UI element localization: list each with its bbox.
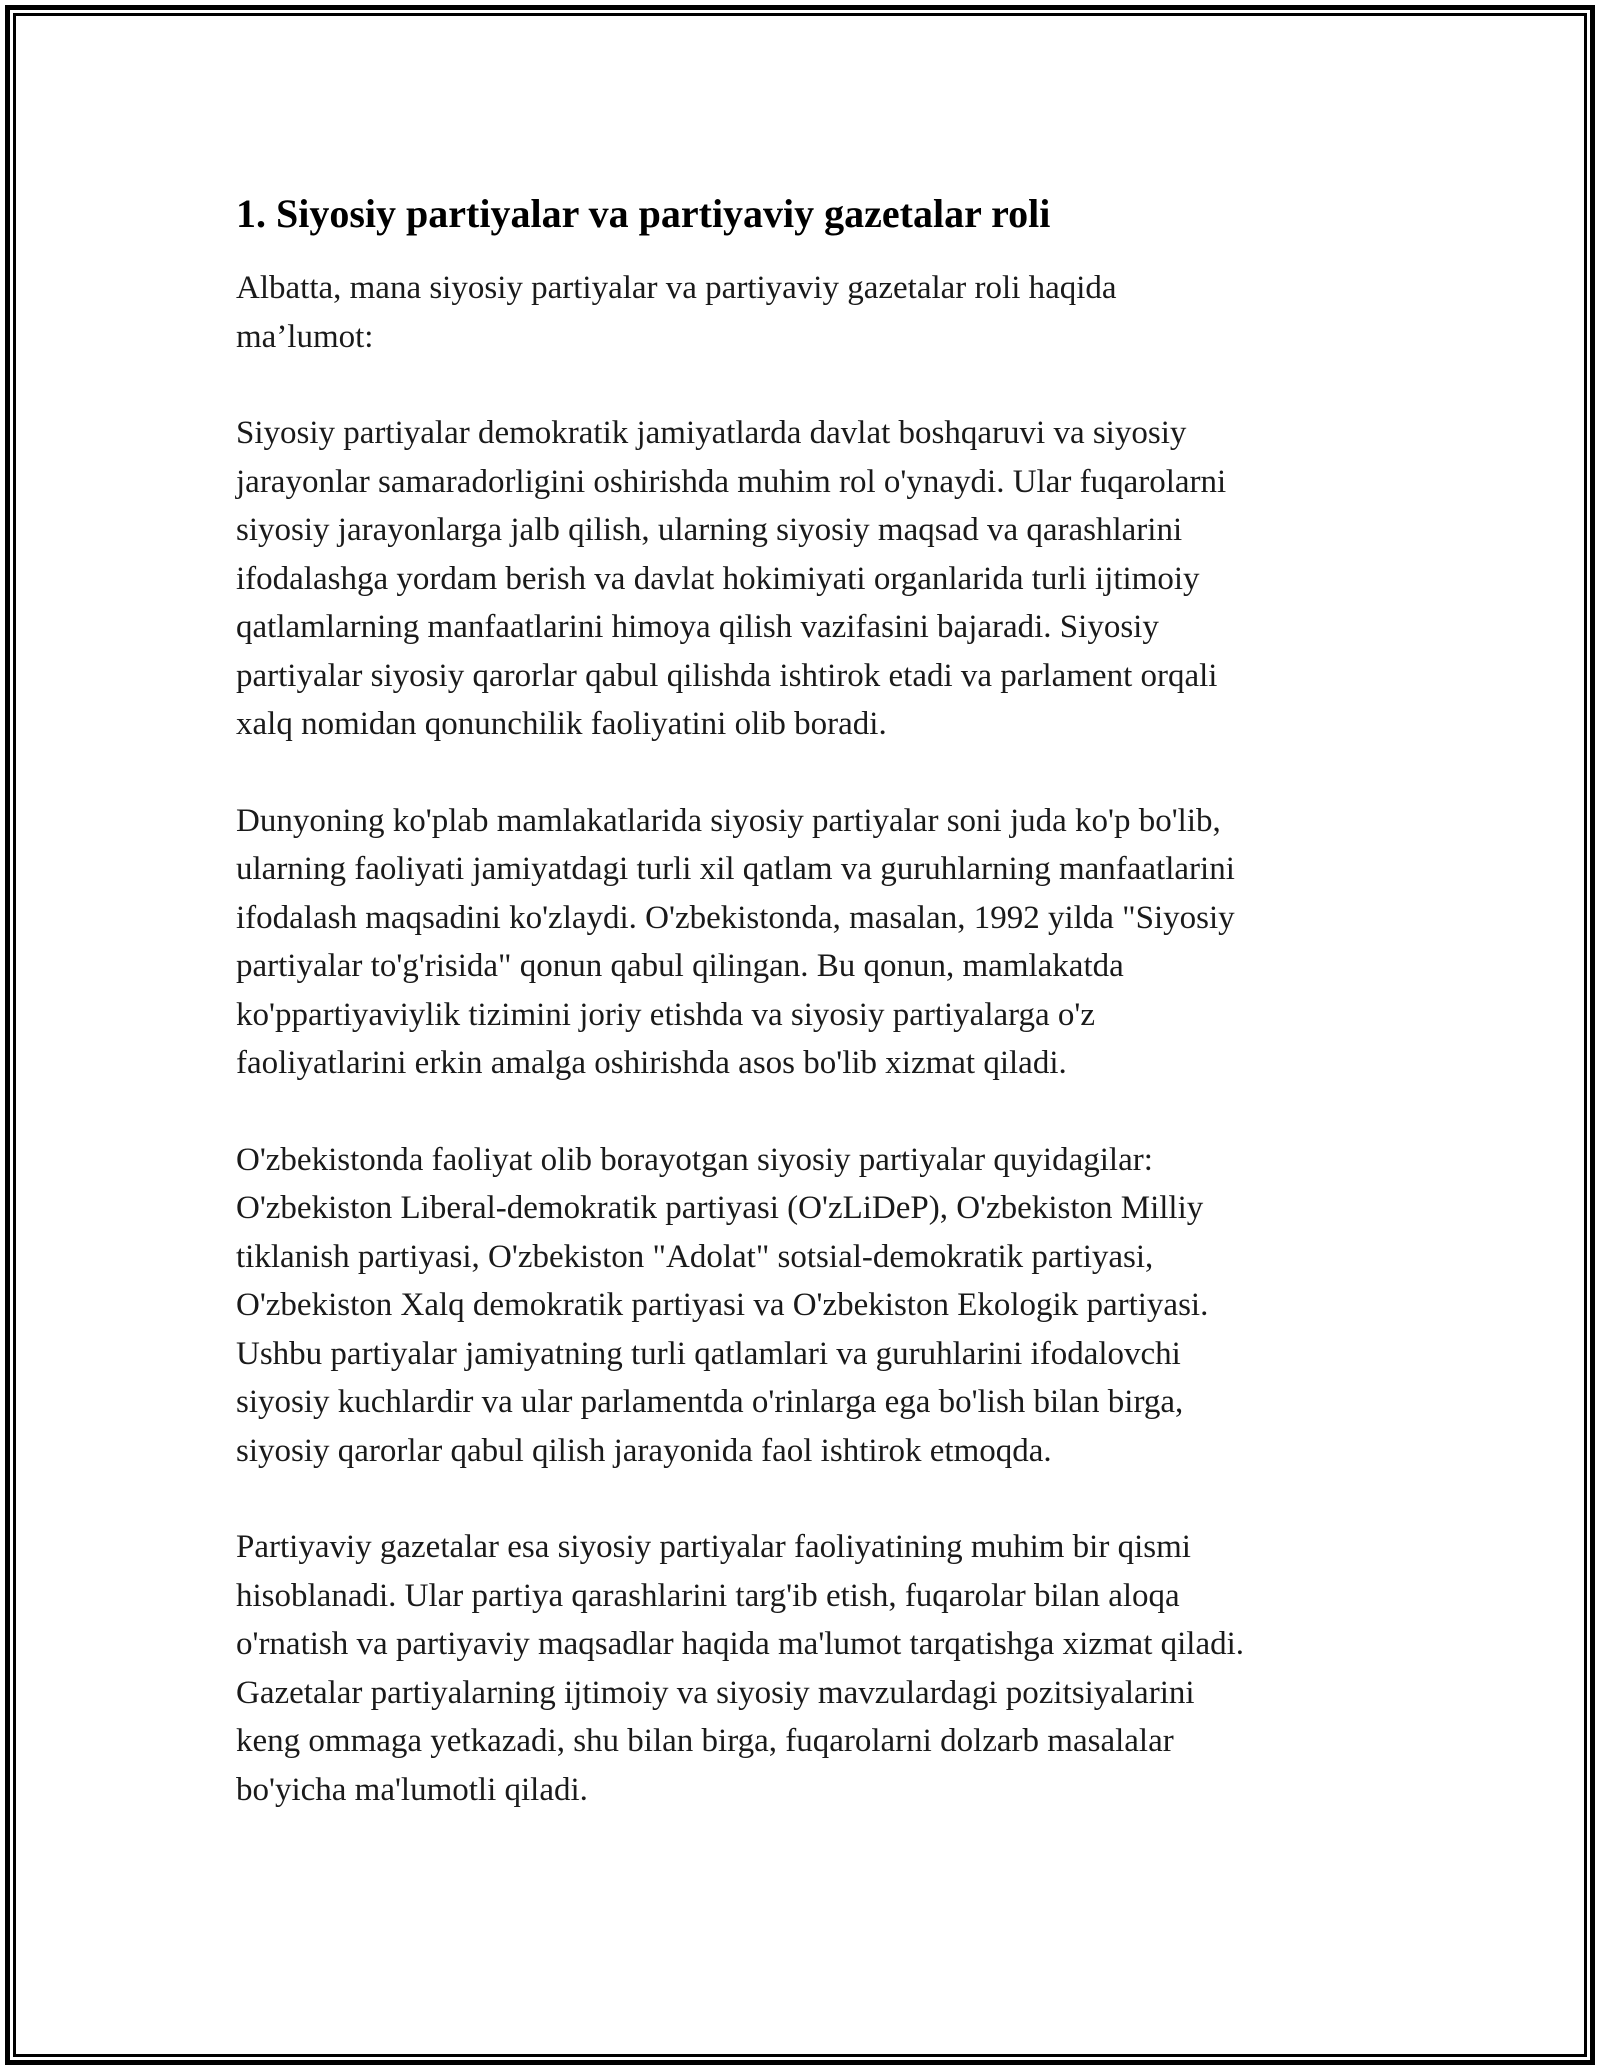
paragraph-intro [236, 264, 1376, 361]
text-line: partiyalar to'g'risida" qonun qabul qilingan. Bu qonun, mamlakatda [236, 948, 1124, 984]
text-line: Siyosiy partiyalar demokratik jamiyatlarda davlat boshqaruvi va siyosiy [236, 415, 1187, 451]
text-line: Gazetalar partiyalarning ijtimoiy va siyosiy mavzulardagi pozitsiyalarini [236, 1674, 1195, 1711]
text-line: keng ommaga yetkazadi, shu bilan birga, fuqarolarni dolzarb masalalar [236, 1723, 1174, 1759]
text-line: Ushbu partiyalar jamiyatning turli qatlamlari va guruhlarini ifodalovchi [236, 1335, 1181, 1372]
text-line: qatlamlarning manfaatlarini himoya qilish vazifasini bajaradi. Siyosiy [236, 609, 1159, 645]
text-line: bo'yicha ma'lumotli qiladi. [236, 1771, 588, 1808]
text-line: O'zbekiston Xalq demokratik partiyasi va O'zbekiston Ekologik partiyasi. [236, 1287, 1209, 1323]
text-line: ko'ppartiyaviylik tizimini joriy etishda va siyosiy partiyalarga o'z [236, 996, 1096, 1033]
paragraph-parties-worldwide [236, 797, 1376, 1088]
text-line: Partiyaviy gazetalar esa siyosiy partiyalar faoliyatining muhim bir qismi [236, 1529, 1191, 1565]
text-line: partiyalar siyosiy qarorlar qabul qilishda ishtirok etadi va parlament orqali [236, 657, 1218, 694]
paragraph-party-newspapers [236, 1523, 1376, 1814]
paragraph-uzbek-parties [236, 1136, 1376, 1476]
text-line: siyosiy jarayonlarga jalb qilish, ularning siyosiy maqsad va qarashlarini [236, 512, 1183, 548]
document-body [236, 186, 1376, 1862]
document-heading: 1. Siyosiy partiyalar va partiyaviy gazetalar roli [236, 191, 1051, 236]
text-line: ifodalashga yordam berish va davlat hokimiyati organlarida turli ijtimoiy [236, 560, 1200, 597]
paragraph-role-of-parties [236, 409, 1376, 749]
text-line: faoliyatlarini erkin amalga oshirishda asos bo'lib xizmat qiladi. [236, 1045, 1067, 1081]
text-line: O'zbekiston Liberal-demokratik partiyasi (O'zLiDeP), O'zbekiston Milliy [236, 1190, 1204, 1226]
text-line: jarayonlar samaradorligini oshirishda muhim rol o'ynaydi. Ular fuqarolarni [236, 463, 1227, 500]
text-line: ularning faoliyati jamiyatdagi turli xil qatlam va guruhlarning manfaatlarini [236, 851, 1235, 887]
text-line: xalq nomidan qonunchilik faoliyatini olib boradi. [236, 706, 887, 742]
text-line: Albatta, mana siyosiy partiyalar va partiyaviy gazetalar roli haqida [236, 270, 1117, 306]
text-line: O'zbekistonda faoliyat olib borayotgan siyosiy partiyalar quyidagilar: [236, 1141, 1153, 1178]
text-line: hisoblanadi. Ular partiya qarashlarini targ'ib etish, fuqarolar bilan aloqa [236, 1577, 1180, 1614]
text-line: tiklanish partiyasi, O'zbekiston "Adolat" sotsial-demokratik partiyasi, [236, 1238, 1154, 1275]
text-line: siyosiy qarorlar qabul qilish jarayonida faol ishtirok etmoqda. [236, 1432, 1052, 1469]
text-line: Dunyoning ko'plab mamlakatlarida siyosiy partiyalar soni juda ko'p bo'lib, [236, 802, 1221, 839]
text-line: ifodalash maqsadini ko'zlaydi. O'zbekistonda, masalan, 1992 yilda "Siyosiy [236, 899, 1235, 936]
text-line: o'rnatish va partiyaviy maqsadlar haqida ma'lumot tarqatishga xizmat qiladi. [236, 1626, 1245, 1662]
text-line: ma’lumot: [236, 318, 374, 355]
text-line: siyosiy kuchlardir va ular parlamentda o'rinlarga ega bo'lish bilan birga, [236, 1384, 1184, 1420]
